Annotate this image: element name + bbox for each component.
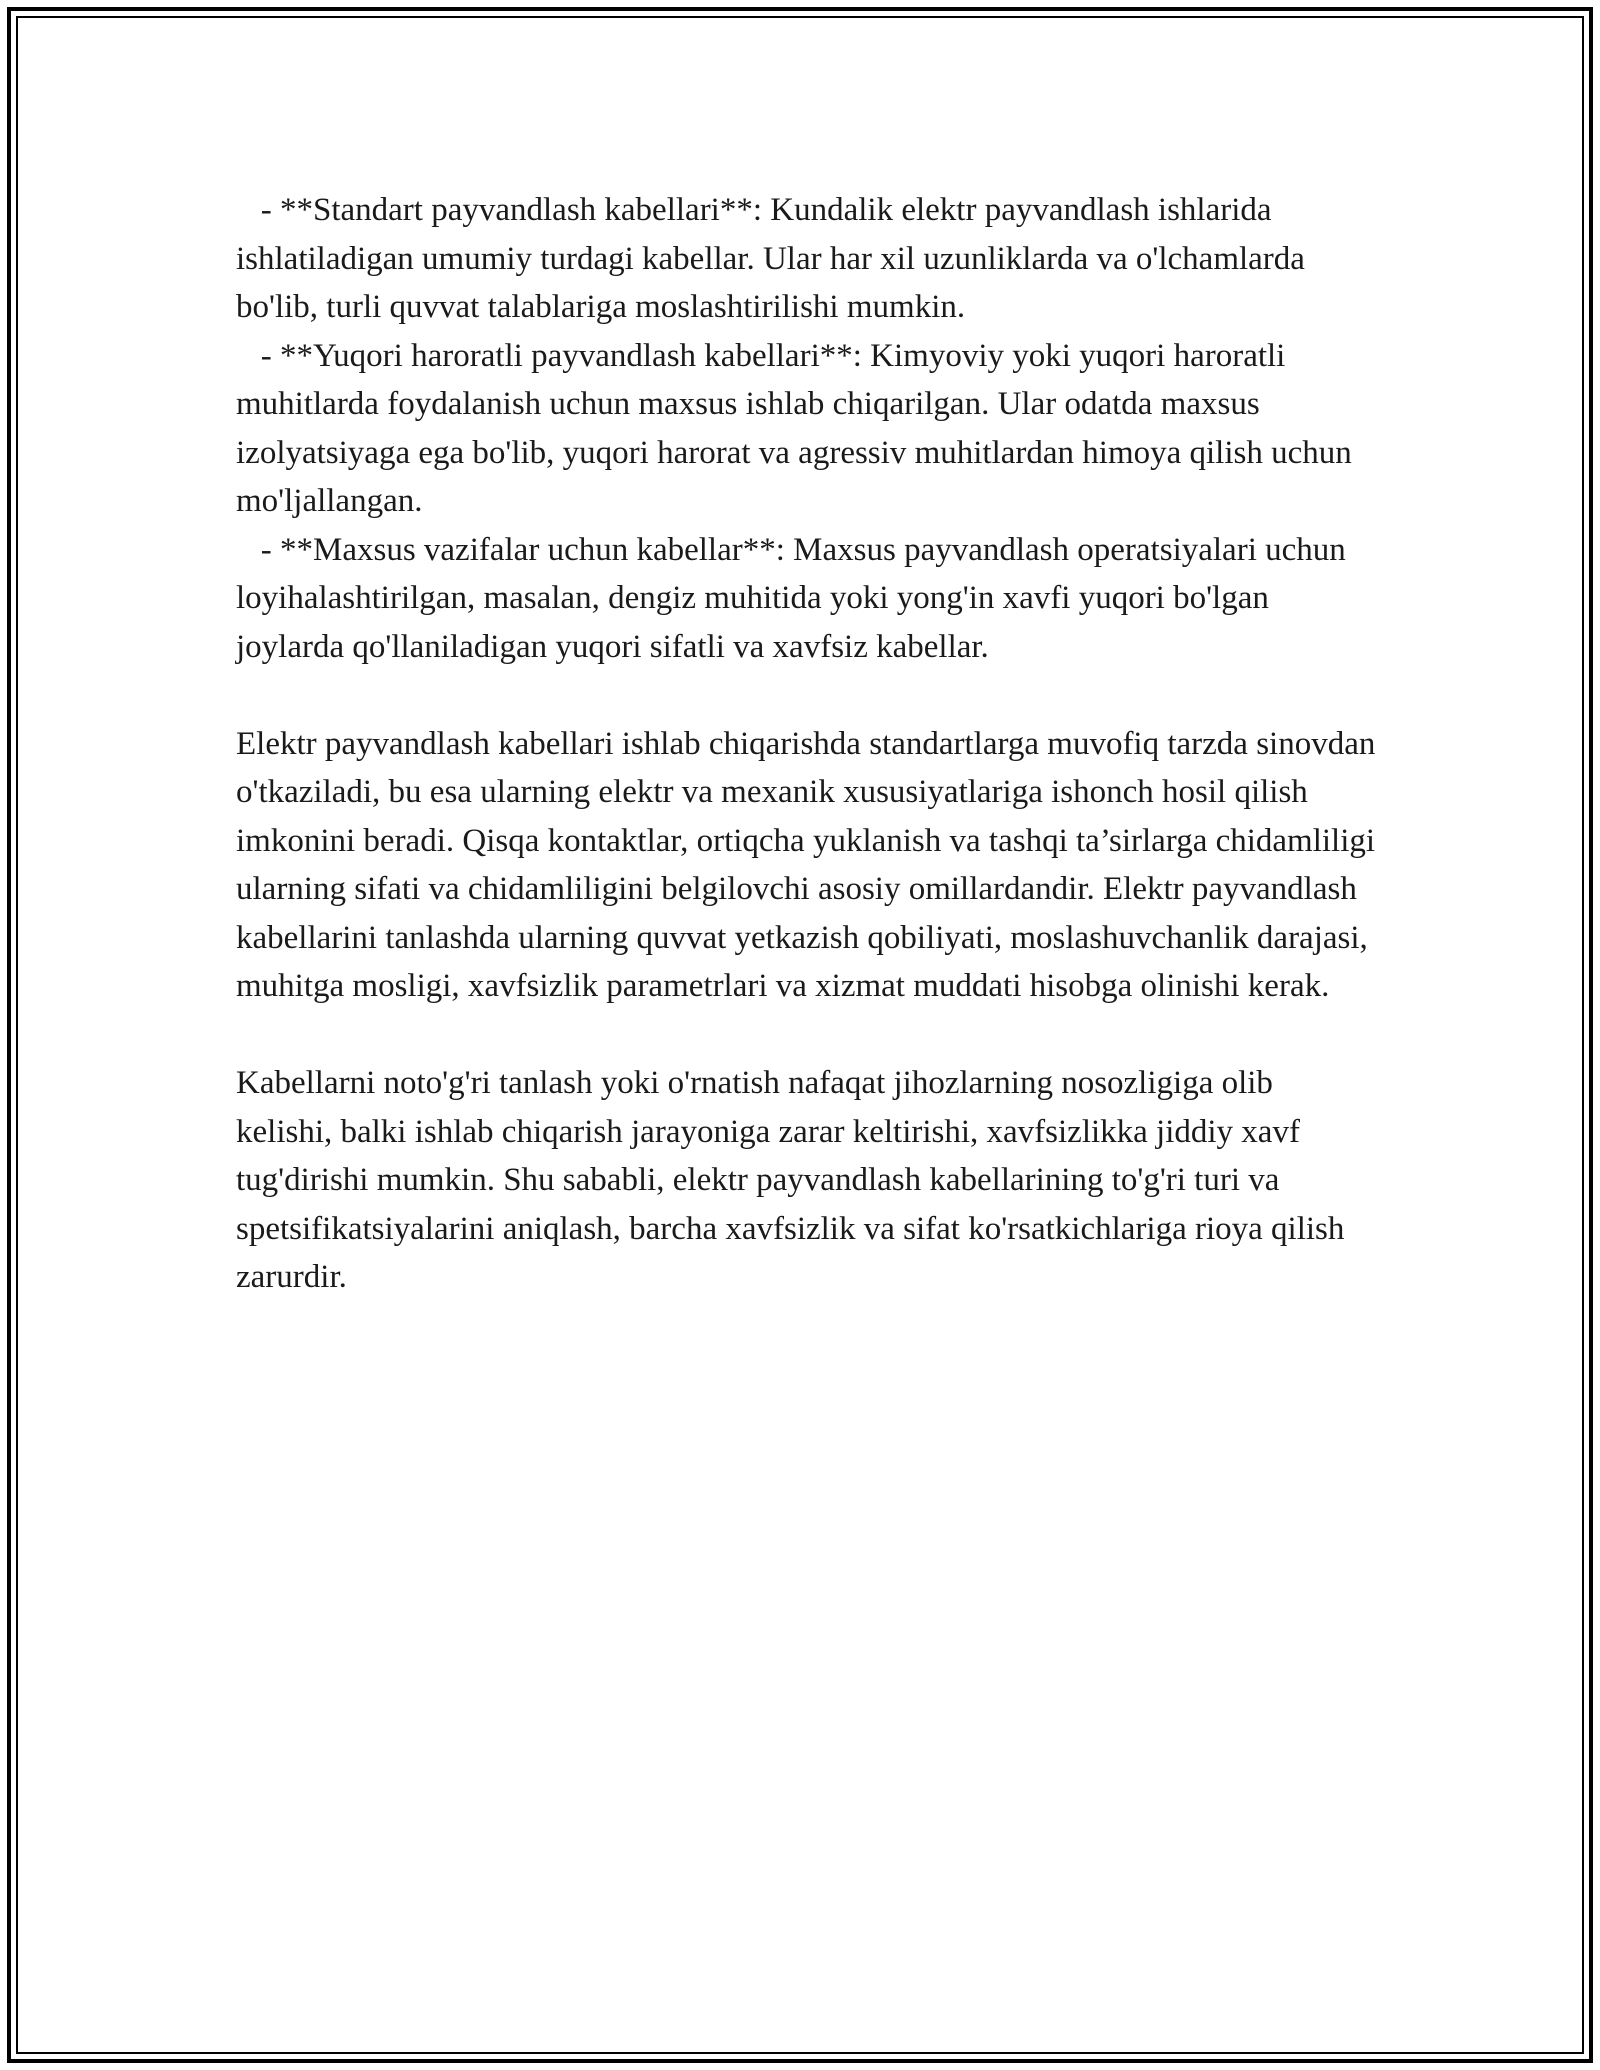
paragraph-testing-standards: Elektr payvandlash kabellari ishlab chiqarishda standartlarga muvofiq tarzda sinovdan o'tkaziladi, bu esa ularning elektr va mexanik xususiyatlariga ishonch hosil qilish imkonini beradi. Qisqa kontaktlar, ortiqcha yuklanish va tashqi ta’sirlarga chidamliligi ularning sifati va chidamliligini belgilovchi asosiy omillardandir. Elektr payvandlash kabellarini tanlashda ularning quvvat yetkazish qobiliyati, moslashuvchanlik darajasi, muhitga mosligi, xavfsizlik parametrlari va xizmat muddati hisobga olinishi kerak.: [236, 725, 1384, 1004]
list-item-standard-cables: - **Standart payvandlash kabellari**: Kundalik elektr payvandlash ishlarida ishlatiladigan umumiy turdagi kabellar. Ular har xil uzunliklarda va o'lchamlarda bo'lib, turli quvvat talablariga moslashtirilishi mumkin.: [236, 192, 1314, 325]
list-item-high-temperature-cables: - **Yuqori haroratli payvandlash kabellari**: Kimyoviy yoki yuqori haroratli muhitlarda foydalanish uchun maxsus ishlab chiqarilgan. Ular odatda maxsus izolyatsiyaga ega bo'lib, yuqori harorat va agressiv muhitlardan himoya qilish uchun mo'ljallangan.: [236, 337, 1360, 519]
list-item-special-purpose-cables: - **Maxsus vazifalar uchun kabellar**: Maxsus payvandlash operatsiyalari uchun loyihalashtirilgan, masalan, dengiz muhitida yoki yong'in xavfi yuqori bo'lgan joylarda qo'llaniladigan yuqori sifatli va xavfsiz kabellar.: [236, 531, 1355, 665]
paragraph-spacer: [236, 671, 1376, 720]
paragraph-spacer: [236, 1011, 1376, 1060]
paragraph-selection-importance: Kabellarni noto'g'ri tanlash yoki o'rnatish nafaqat jihozlarning nosozligiga olib kelishi, balki ishlab chiqarish jarayoniga zarar keltirishi, xavfsizlikka jiddiy xavf tug'dirishi mumkin. Shu sababli, elektr payvandlash kabellarining to'g'ri turi va spetsifikatsiyalarini aniqlash, barcha xavfsizlik va sifat ko'rsatkichlariga rioya qilish zarurdir.: [236, 1065, 1353, 1295]
document-body: [236, 186, 1384, 1302]
